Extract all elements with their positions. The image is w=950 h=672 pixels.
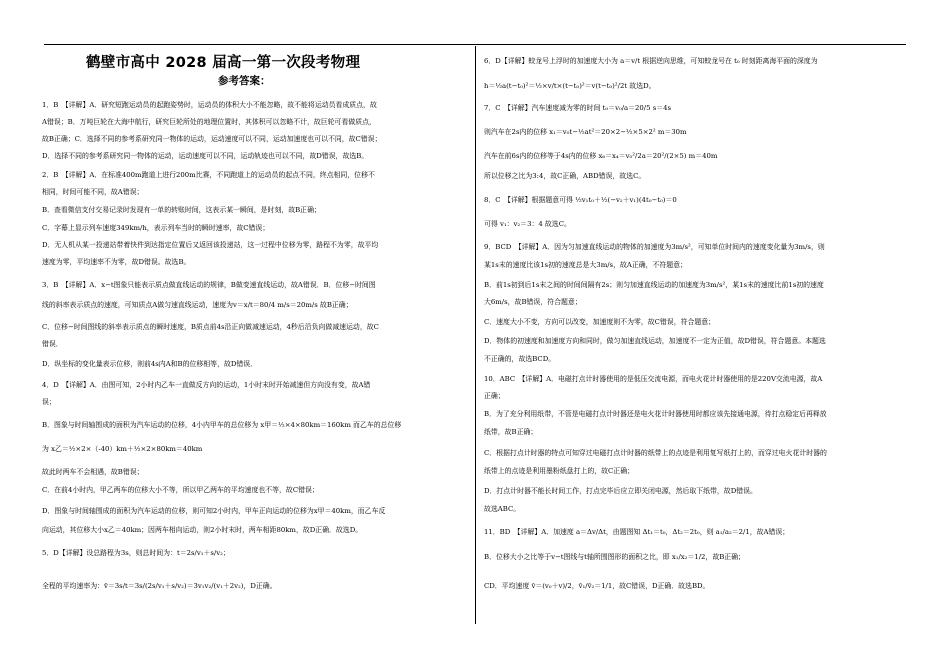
answer-line: 线的斜率表示质点的速度，可知质点A做匀速直线运动，速度为v＝x/t＝80/4 m/s＝20m/s 故B正确； [42,301,353,309]
answer-line: 相同，时间可能不同，故A错误； [42,188,144,196]
answer-line: 故选ABC。 [484,505,521,513]
answer-line: D．打点计时器不能长时间工作，打点完毕后应立即关闭电源，然后取下纸带，故D错误。 [484,487,757,495]
answer-line: 向运动，其位移大小x乙＝40km；因两车相向运动，则2小时末时，两车相距80km，故D正确．故选D。 [42,526,363,534]
top-rule [44,44,906,45]
answer-line: B．图象与时间轴围成的面积为汽车运动的位移，4小内甲车的总位移为 x甲＝½×4×80km＝160km 而乙车的总位移 [42,421,402,429]
answer-line: B．为了充分利用纸带，不管是电磁打点计时器还是电火花计时器使用时都应该先接通电源，待打点稳定后再释放 [484,410,827,418]
answer-line: C．字幕上显示列车速度349km/h，表示列车当时的瞬时速率，故C错误； [42,224,270,232]
answer-line: D．图象与时间轴围成的面积为汽车运动的位移，则可知2小时内，甲车正向运动的位移为x甲＝40km，而乙车反 [42,507,386,515]
answer-line: 纸带，故B正确； [484,428,538,436]
answer-line: h＝½a(t−t₀)²＝½×v/t×(t−t₀)²＝v(t−t₀)²/2t 故选D。 [484,82,656,90]
answer-line: 正确； [484,392,505,400]
answer-line: C．在前4小时内，甲乙两车的位移大小不等，所以甲乙两车的平均速度也不等，故C错误； [42,486,319,494]
answer-line: 所以位移之比为3:4，故C正确，ABD错误，故选C。 [484,172,646,180]
answer-line: C．速度大小不变，方向可以改变，加速度则不为零，故C错误，符合题意； [484,318,716,326]
answer-line: 为 x乙＝½×2×（-40）km＋½×2×80km＝40km [42,445,203,453]
answer-line: 则汽车在2s内的位移 x₁＝v₀t−½at²＝20×2−½×5×2² m＝30m [484,128,687,136]
answer-line: 9．BCD 【详解】A．因为匀加速直线运动的物体的加速度为3m/s²，可知单位时间内的速度变化量为3m/s，则 [484,243,825,251]
answer-line: B．前1s初到后1s末之间的时间间隔有2s；则匀加速直线运动的加速度为3m/s²，某1s末的速度比前1s初的速度 [484,281,824,289]
answer-line: 故此时两车不会相遇，故B错误； [42,468,144,476]
answer-line: 4．D 【详解】A．由图可知，2小时内乙车一直做反方向的运动，1小时末时开始减速但方向没有变，故A错 [42,381,371,389]
answer-line: C．根据打点计时器的特点可知穿过电磁打点计时器的纸带上的点迹是利用复写纸打上的，而穿过电火花计时器的 [484,449,827,457]
answer-line: 错误． [42,340,63,348]
answer-line: 汽车在前6s内的位移等于4s内的位移 x₆＝x₄＝v₀²/2a＝20²/(2×5) m＝40m [484,152,718,160]
answer-line: D．选择不同的参考系研究同一物体的运动，运动速度可以不同，运动轨迹也可以不同，故D错误，故选B。 [42,152,369,160]
page-subtitle: 参考答案： [218,75,271,87]
answer-line: 8．C 【详解】根据题意可得 ½v₁t₀＋½(−v₂＋v₁)(4t₀−t₀)＝0 [484,196,677,204]
column-divider [475,46,476,624]
answer-line: 7．C 【详解】汽车速度减为零的时间 t₀＝v₀/a＝20/5 s＝4s [484,104,672,112]
page-title: 鹤壁市高中 2028 届高一第一次段考物理 [86,55,361,71]
answer-line: C．位移−时间图线的斜率表示质点的瞬时速度，B质点前4s沿正向做减速运动，4秒后沿负向做减速运动，故C [42,323,379,331]
answer-line: D．物体的初速度和加速度方向和同时，做匀加速直线运动，加速度不一定为正值，故D错误，符合题意。本题选 [484,337,826,345]
answer-line: 大6m/s，故B错误，符合题意； [484,298,582,306]
answer-line: CD．平均速度 v̄＝(v₀＋v)/2，v̄₁/v̄₂＝1/1，故C错误，D正确．故选BD。 [484,582,710,590]
answer-line: B．查看微信支付交易记录时发现有一单的转账时间，这表示某一瞬间，是时刻，故B正确； [42,206,321,214]
answer-line: 3．B 【详解】A．x−t图象只能表示质点做直线运动的规律，B做变速直线运动，故A错误．B．位移−时间图 [42,281,376,289]
answer-line: 6．D【详解】蛟龙号上浮时的加速度大小为 a＝v/t 根据逆向思维，可知蛟龙号在 t₀ 时刻距离海平面的深度为 [484,57,818,65]
answer-line: 全程的平均速率为：v̄＝3s/t＝3s/(2s/v₁＋s/v₂)＝3v₁v₂/(v₁＋2v₂)，D正确。 [42,582,277,590]
answer-line: 速度为零，平均速率不为零，故D错误。故选B。 [42,258,191,266]
answer-line: B．位移大小之比等于v−t图线与t轴所围图形的面积之比，即 x₁/x₂＝1/2，故B正确； [484,553,745,561]
answer-line: D．纵坐标的变化量表示位移，则前4s内A和B的位移相等，故D错误． [42,360,258,368]
answer-line: 故B正确；C．选择不同的参考系研究同一物体的运动，运动速度可以不同，运动加速度也可以不同，故C错误； [42,135,382,143]
answer-line: 11．BD 【详解】A．加速度 a＝Δv/Δt，由题图知 Δt₁＝t₀，Δt₂＝2t₀，则 a₁/a₂＝2/1，故A错误； [484,528,790,536]
answer-line: 5．D【详解】设总路程为3s，则总时间为：t＝2s/v₁＋s/v₂； [42,549,230,557]
answer-line: 纸带上的点迹是利用墨粉纸盘打上的，故C正确； [484,467,634,475]
answer-line: A错误；B．万吨巨轮在大海中航行，研究巨轮所处的地理位置时，其体积可以忽略不计，故巨轮可看做质点， [42,118,376,126]
answer-line: 不正确的，故选BCD。 [484,355,556,363]
answer-line: 可得 v₁：v₂＝3：4 故选C。 [484,220,571,228]
answer-line: 某1s末的速度比该1s初的速度总是大3m/s，故A正确，不符题意； [484,261,687,269]
answer-line: 2．B 【详解】A．在标准400m跑道上进行200m比赛，不同跑道上的运动员的起点不同，终点相同，位移不 [42,171,375,179]
answer-line: 10．ABC 【详解】A．电磁打点计时器使用的是低压交流电源，而电火花计时器使用的是220V交流电源，故A [484,375,823,383]
answer-line: 1．B 【详解】A．研究短跑运动员的起跑姿势时，运动员的体积大小不能忽略，故不能将运动员看成质点，故 [42,101,377,109]
answer-line: 误； [42,398,56,406]
answer-line: D．无人机从某一投递站带着快件到达指定位置后又返回该投递站，这一过程中位移为零，路程不为零，故平均 [42,241,379,249]
